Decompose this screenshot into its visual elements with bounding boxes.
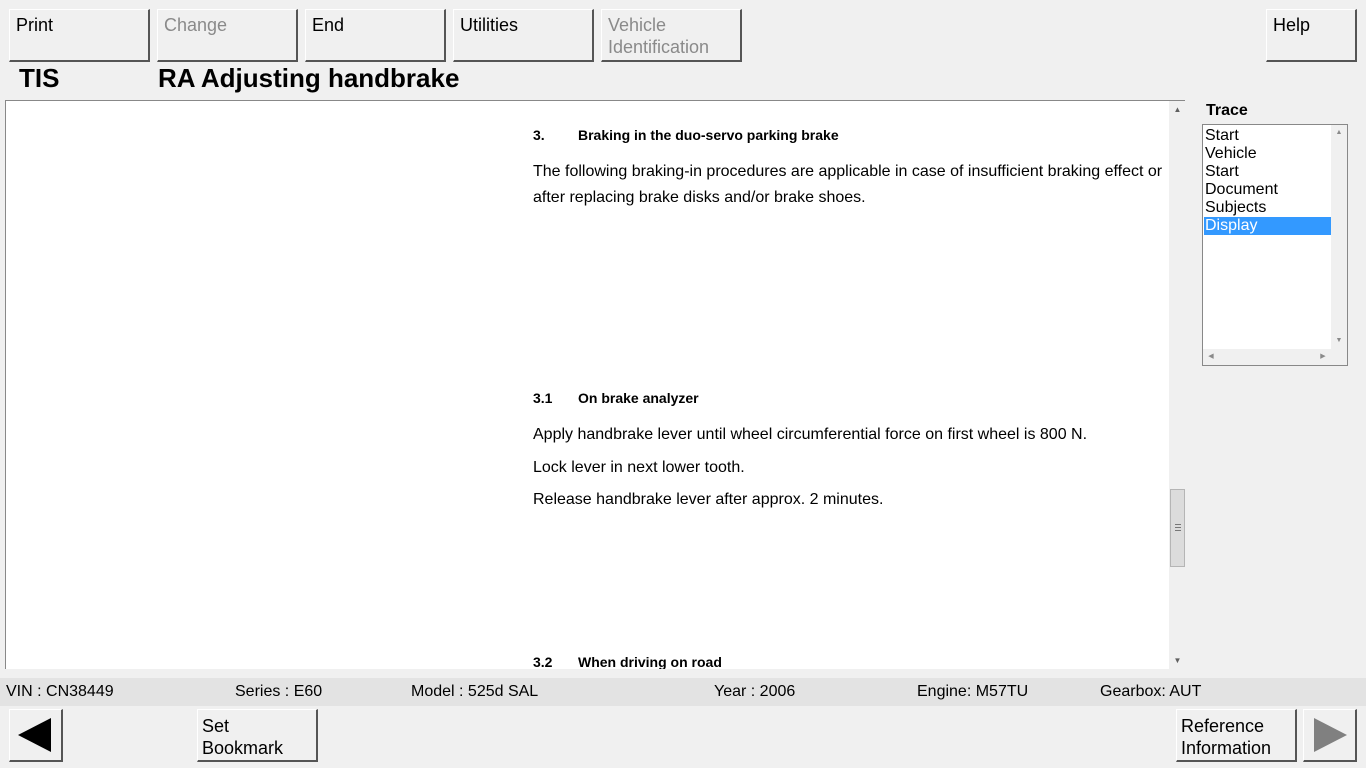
- utilities-button-label: Utilities: [460, 15, 519, 35]
- instruction-step: Lock lever in next lower tooth.: [533, 459, 745, 476]
- document-viewer[interactable]: [5, 100, 1185, 669]
- section-title: On brake analyzer: [578, 390, 699, 406]
- instruction-step: Release handbrake lever after approx. 2 minutes.: [533, 491, 884, 508]
- trace-item-selected[interactable]: Display: [1204, 217, 1331, 235]
- scroll-right-arrow-icon[interactable]: ▶: [1320, 353, 1326, 360]
- forward-button[interactable]: [1303, 709, 1357, 762]
- set-bookmark-label: [202, 715, 283, 759]
- year-text: Year : 2006: [714, 683, 796, 700]
- section-heading: [533, 654, 722, 669]
- trace-item[interactable]: Vehicle: [1205, 145, 1257, 162]
- engine-text: Engine: M57TU: [917, 683, 1029, 700]
- change-button-label: Change: [164, 15, 228, 35]
- reference-information-label: [1181, 715, 1271, 759]
- section-heading: [533, 127, 839, 143]
- trace-items: [1204, 127, 1331, 235]
- help-button[interactable]: [1266, 9, 1357, 62]
- trace-list[interactable]: [1202, 124, 1348, 366]
- back-arrow-icon: [10, 710, 62, 762]
- trace-item[interactable]: Start: [1205, 163, 1239, 180]
- trace-horizontal-scrollbar[interactable]: [1203, 349, 1331, 365]
- section-number: 3.2: [533, 654, 553, 669]
- grip-icon: [1175, 524, 1181, 531]
- print-button-label: Print: [16, 15, 54, 35]
- app-name: TIS: [19, 63, 60, 93]
- set-bookmark-line2: Bookmark: [202, 738, 284, 758]
- vehicle-identification-button[interactable]: [601, 9, 742, 62]
- scroll-left-arrow-icon[interactable]: ◀: [1208, 353, 1214, 360]
- model-text: Model : 525d SAL: [411, 683, 539, 700]
- scroll-up-arrow-icon[interactable]: ▲: [1335, 129, 1343, 136]
- scroll-down-arrow-icon[interactable]: ▼: [1173, 656, 1182, 665]
- trace-vertical-scrollbar[interactable]: [1331, 125, 1347, 349]
- paragraph-line: after replacing brake disks and/or brake shoes.: [533, 189, 866, 206]
- reference-information-button[interactable]: [1176, 709, 1297, 762]
- page-title: RA Adjusting handbrake: [158, 63, 460, 93]
- end-button[interactable]: [305, 9, 446, 62]
- reference-information-line2: Information: [1181, 738, 1272, 758]
- forward-arrow-icon: [1304, 710, 1356, 762]
- trace-item[interactable]: Document: [1205, 181, 1278, 198]
- scrollbar-corner: [1331, 349, 1347, 365]
- scroll-up-arrow-icon[interactable]: ▲: [1173, 105, 1182, 114]
- series-text: Series : E60: [235, 683, 323, 700]
- vehicle-status-bar: [0, 678, 1366, 706]
- section-number: 3.1: [533, 390, 553, 406]
- reference-information-line1: Reference: [1181, 716, 1265, 736]
- trace-item[interactable]: Subjects: [1205, 199, 1267, 216]
- vehicle-identification-label-line2: Identification: [608, 37, 710, 57]
- section-title: Braking in the duo-servo parking brake: [578, 127, 839, 143]
- end-button-label: End: [312, 15, 345, 35]
- vehicle-identification-label-line1: Vehicle: [608, 15, 667, 35]
- help-button-label: Help: [1273, 15, 1311, 35]
- section-heading: [533, 390, 699, 406]
- paragraph-line: The following braking-in procedures are applicable in case of insufficient braking effect or: [533, 163, 1163, 180]
- trace-item[interactable]: Start: [1205, 127, 1239, 144]
- scrollbar-thumb[interactable]: [1170, 489, 1185, 567]
- scroll-down-arrow-icon[interactable]: ▼: [1335, 337, 1343, 344]
- trace-label: Trace: [1206, 102, 1248, 119]
- document-content: [6, 101, 1169, 669]
- set-bookmark-line1: Set: [202, 716, 230, 736]
- section-number: 3.: [533, 127, 545, 143]
- print-button[interactable]: [9, 9, 150, 62]
- set-bookmark-button[interactable]: [197, 709, 318, 762]
- document-scrollbar[interactable]: [1169, 101, 1185, 669]
- instruction-step: Apply handbrake lever until wheel circumferential force on first wheel is 800 N.: [533, 426, 1088, 443]
- back-button[interactable]: [9, 709, 63, 762]
- section-title: When driving on road: [578, 654, 722, 669]
- gearbox-text: Gearbox: AUT: [1100, 683, 1202, 700]
- change-button[interactable]: [157, 9, 298, 62]
- utilities-button[interactable]: [453, 9, 594, 62]
- vin-text: VIN : CN38449: [6, 683, 114, 700]
